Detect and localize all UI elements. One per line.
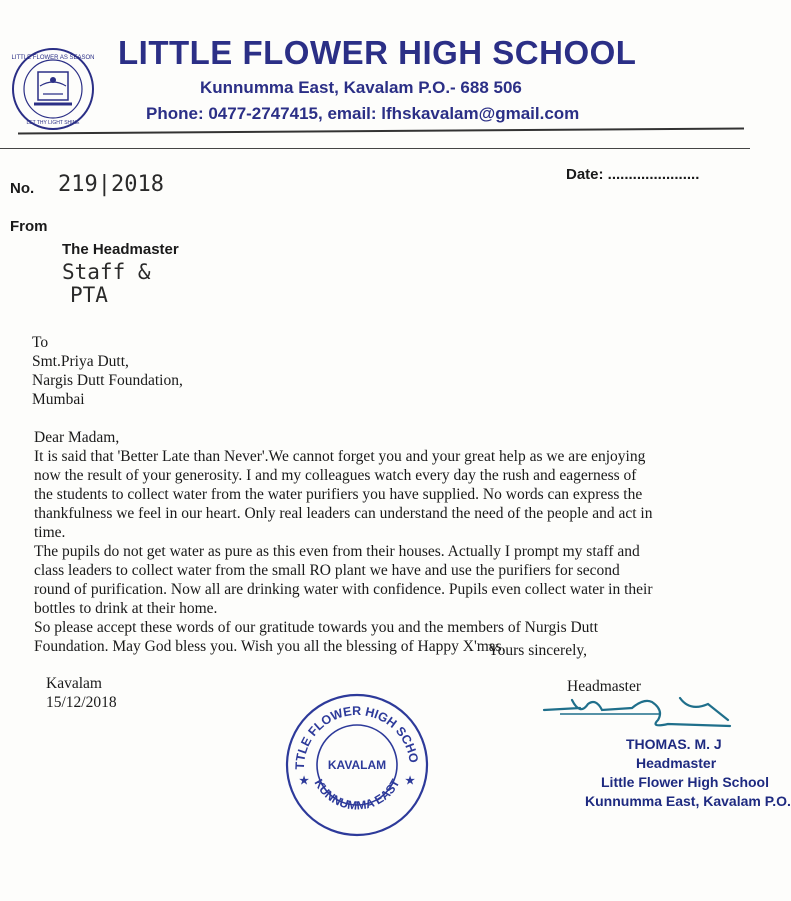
recipient-organization: Nargis Dutt Foundation, [32,372,183,389]
signatory-place: Kunnumma East, Kavalam P.O. [585,793,791,809]
from-label: From [10,218,48,235]
closing: Yours sincerely, [488,642,588,659]
signature-title: Headmaster [567,678,642,695]
date-label: Date: ...................... [566,166,700,183]
signatory-school: Little Flower High School [601,774,769,790]
school-contact: Phone: 0477-2747415, email: lfhskavalam@gmail.com [146,104,580,123]
letter-body [34,428,724,656]
school-logo [10,46,96,132]
body-line: thankfulness we feel in our heart. Only real leaders can understand the need of the people and act in [34,505,653,522]
from-handwritten-line1: Staff & [62,260,151,284]
salutation: Dear Madam, [34,429,120,446]
number-value: 219|2018 [58,172,164,197]
stamp-star-icon: ★ [405,775,415,787]
body-line: time. [34,524,66,541]
body-line: Foundation. May God bless you. Wish you all the blessing of Happy X'mas. [34,638,506,655]
school-name: LITTLE FLOWER HIGH SCHOOL [118,34,637,71]
body-line: now the result of your generosity. I and my colleagues watch every day the rush and eagerness of [34,467,637,484]
stamp-star-icon: ★ [299,775,309,787]
body-line: class leaders to collect water from the small RO plant we have and use the purifiers for second [34,562,620,579]
handwritten-signature [540,690,740,740]
from-sender: The Headmaster [62,241,179,258]
stamp-center-text: KAVALAM [327,758,387,772]
school-stamp [282,688,432,838]
logo-top-text: LITTLE FLOWER AS SEASON [11,55,95,61]
letter-date: 15/12/2018 [46,694,117,711]
recipient-city: Mumbai [32,391,85,408]
recipient-block [32,333,183,409]
school-address: Kunnumma East, Kavalam P.O.- 688 506 [200,78,522,97]
body-line: So please accept these words of our gratitude towards you and the members of Nurgis Dutt [34,619,599,636]
stamp-bottom-arc: KUNNUMMA EAST [311,776,403,813]
header-rule-thin [0,148,750,149]
number-label: No. [10,180,35,197]
body-line: the students to collect water from the water purifiers you have supplied. No words can express the [34,486,643,503]
body-line: The pupils do not get water as pure as this even from their houses. Actually I prompt my staff and [34,543,640,560]
body-line: bottles to drink at their home. [34,600,218,617]
body-line: It is said that 'Better Late than Never'.We cannot forget you and your great help as we are enjoying [34,448,646,465]
signatory-role: Headmaster [636,755,717,771]
recipient-name: Smt.Priya Dutt, [32,353,129,370]
to-label: To [32,334,49,351]
place: Kavalam [46,675,102,692]
place-date-block [46,674,117,712]
signatory-name: THOMAS. M. J [626,736,722,752]
body-line: round of purification. Now all are drinking water with confidence. Pupils even collect water in their [34,581,653,598]
header-rule [18,127,744,134]
logo-bottom-text: LET THY LIGHT SHINE [26,120,80,126]
stamp-top-arc: TTLE FLOWER HIGH SCHO [292,703,421,770]
from-handwritten-line2: PTA [70,283,108,307]
